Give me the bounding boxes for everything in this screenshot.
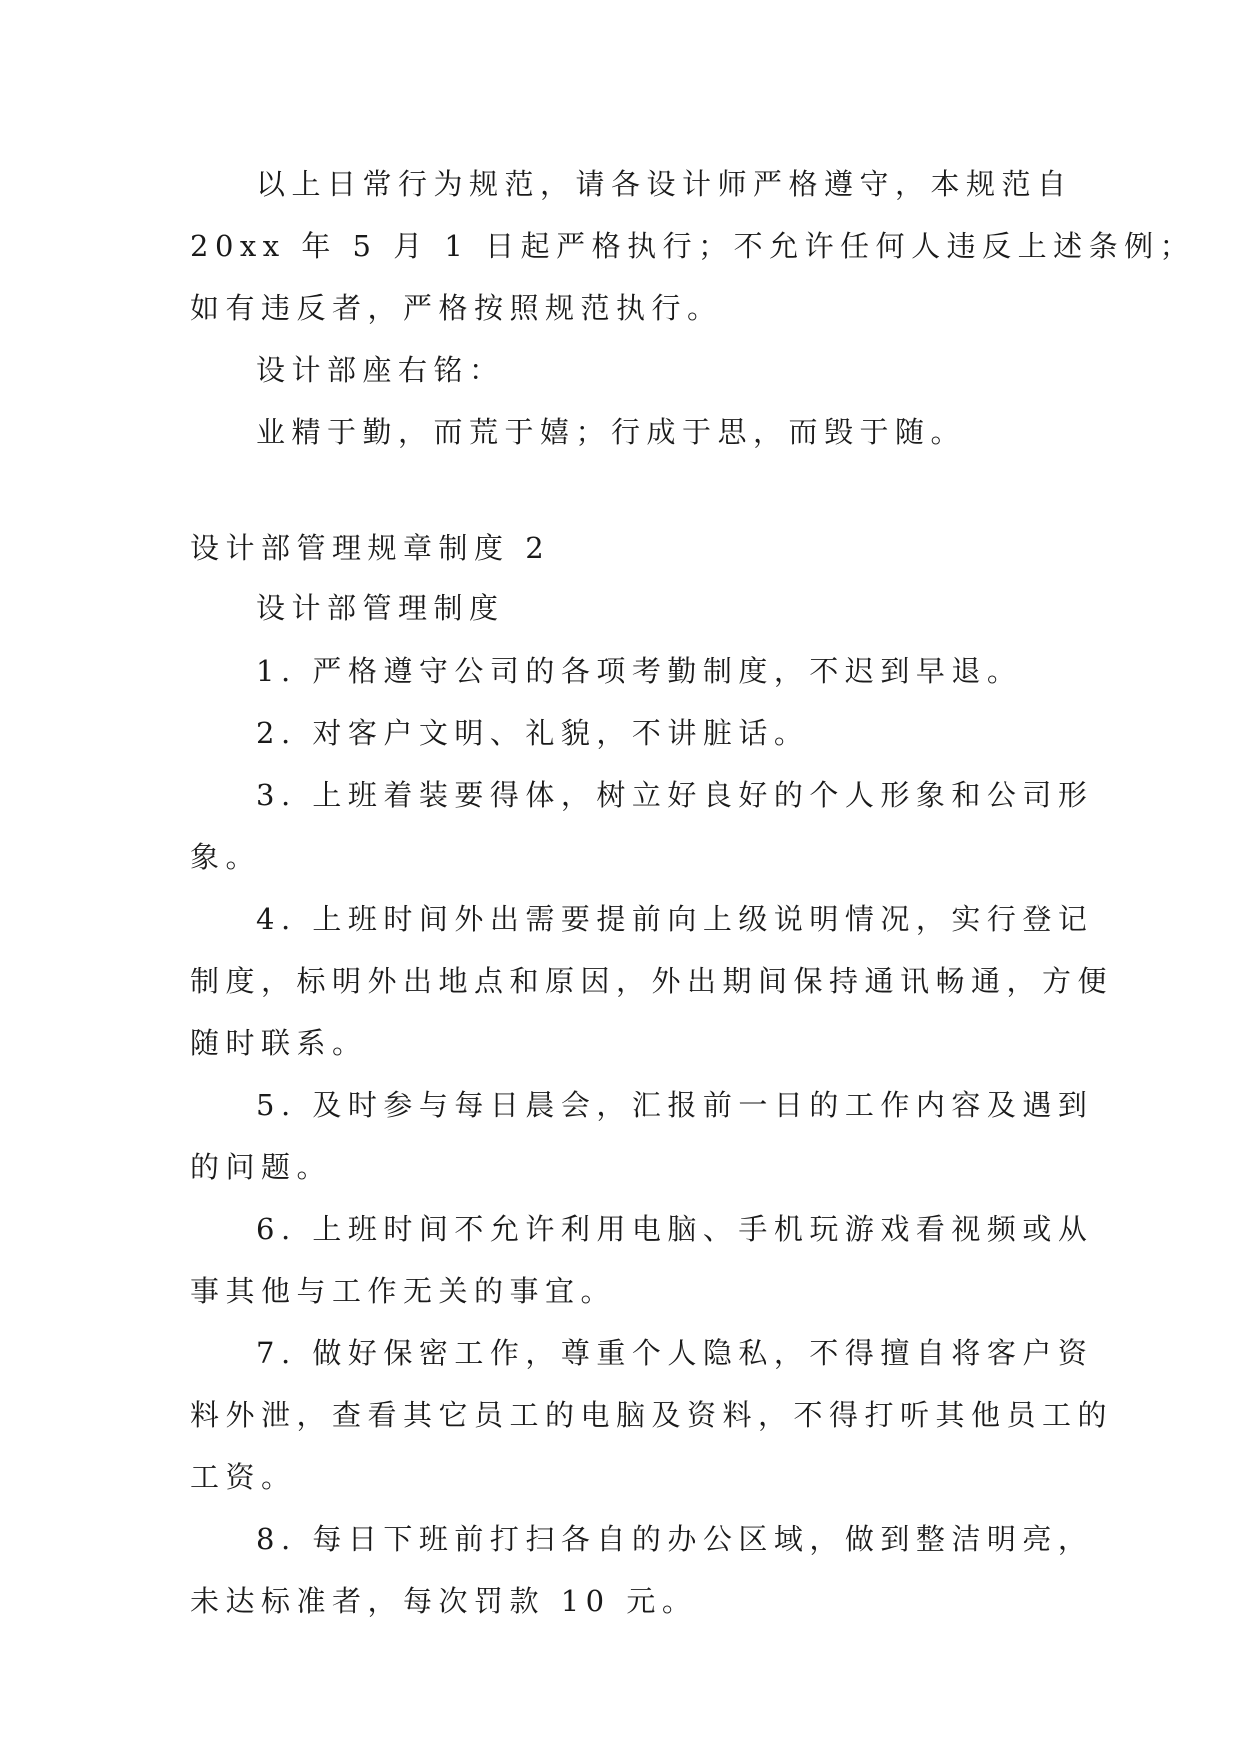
list-item: 2. 对客户文明、礼貌，不讲脏话。 xyxy=(256,716,810,750)
list-item-continuation: 未达标准者，每次罚款 10 元。 xyxy=(190,1584,698,1618)
list-item: 8. 每日下班前打扫各自的办公区域，做到整洁明亮， xyxy=(256,1522,1094,1556)
list-item-continuation: 象。 xyxy=(190,840,262,874)
list-item-continuation: 料外泄，查看其它员工的电脑及资料，不得打听其他员工的 xyxy=(190,1398,1114,1432)
list-item-continuation: 的问题。 xyxy=(190,1150,333,1184)
list-item: 7. 做好保密工作，尊重个人隐私，不得擅自将客户资 xyxy=(256,1336,1094,1370)
motto-text: 业精于勤，而荒于嬉；行成于思，而毁于随。 xyxy=(256,415,967,449)
list-item-continuation: 随时联系。 xyxy=(190,1026,368,1060)
list-item-continuation: 工资。 xyxy=(190,1460,297,1494)
list-item: 1. 严格遵守公司的各项考勤制度，不迟到早退。 xyxy=(256,654,1023,688)
motto-heading: 设计部座右铭： xyxy=(256,353,505,387)
section-subtitle: 设计部管理制度 xyxy=(256,591,505,625)
list-item-continuation: 事其他与工作无关的事宜。 xyxy=(190,1274,617,1308)
list-item: 3. 上班着装要得体，树立好良好的个人形象和公司形 xyxy=(256,778,1094,812)
list-item: 6. 上班时间不允许利用电脑、手机玩游戏看视频或从 xyxy=(256,1212,1094,1246)
paragraph-line: 以上日常行为规范，请各设计师严格遵守，本规范自 xyxy=(256,167,1073,201)
list-item: 5. 及时参与每日晨会，汇报前一日的工作内容及遇到 xyxy=(256,1088,1094,1122)
list-item: 4. 上班时间外出需要提前向上级说明情况，实行登记 xyxy=(256,902,1094,936)
list-item-continuation: 制度，标明外出地点和原因，外出期间保持通讯畅通，方便 xyxy=(190,964,1114,998)
paragraph-line: 20xx 年 5 月 1 日起严格执行；不允许任何人违反上述条例； xyxy=(190,229,1196,263)
section-title: 设计部管理规章制度 2 xyxy=(190,531,551,565)
paragraph-line: 如有违反者，严格按照规范执行。 xyxy=(190,291,723,325)
